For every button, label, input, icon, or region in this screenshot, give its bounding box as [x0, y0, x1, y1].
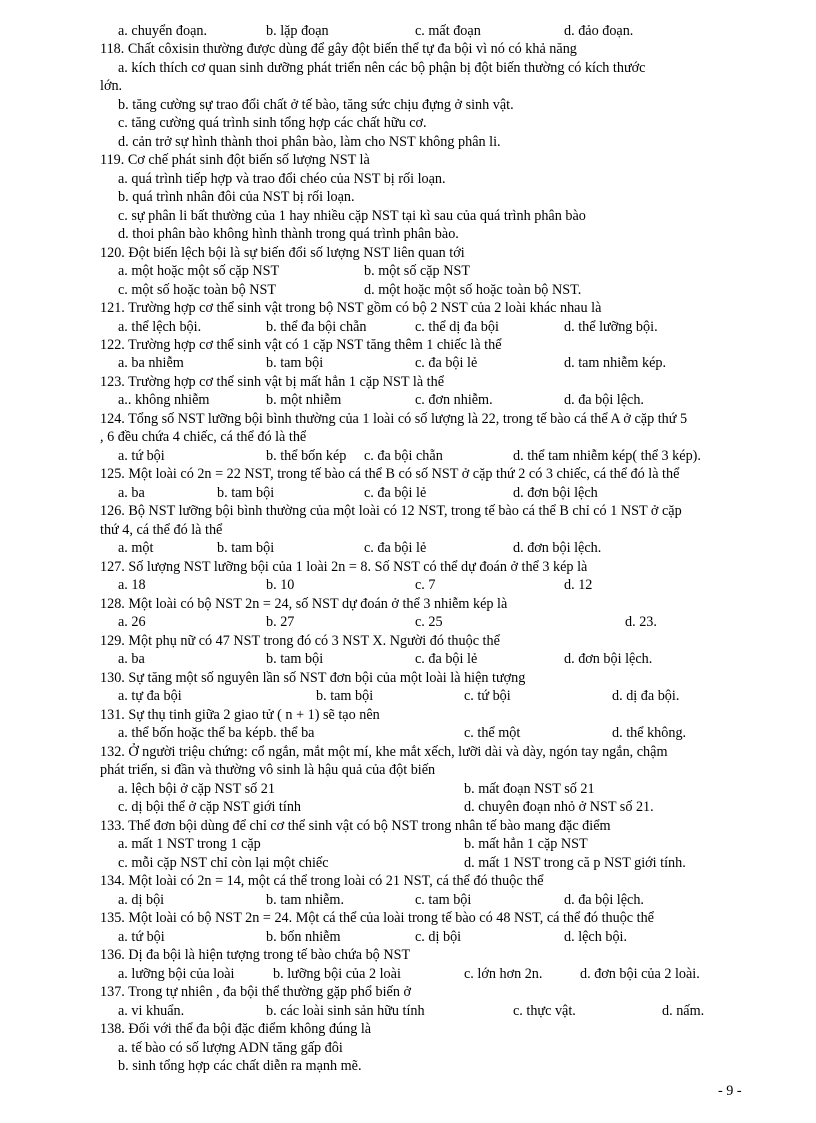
line-text: a. tế bào có số lượng ADN tăng gấp đôi [118, 1040, 343, 1056]
line-text: 122. Trường hợp cơ thể sinh vật có 1 cặp NST tăng thêm 1 chiếc là thể [100, 337, 502, 353]
answer-option: d. 12 [564, 577, 593, 593]
line-text: b. sinh tổng hợp các chất diễn ra mạnh mẽ. [118, 1058, 362, 1074]
line-text: lớn. [100, 78, 123, 94]
answer-option: b. tam nhiễm. [266, 892, 345, 908]
answer-option: d. dị đa bội. [612, 688, 680, 704]
answer-option: b. tam bội [217, 540, 275, 556]
answer-option: a. mất 1 NST trong 1 cặp [118, 836, 261, 852]
line-text: 137. Trong tự nhiên , đa bội thể thường gặp phổ biến ở [100, 984, 411, 1000]
answer-option: b. một số cặp NST [364, 263, 471, 279]
answer-option: b. tam bội [266, 651, 324, 667]
answer-option: c. mỗi cặp NST chỉ còn lại một chiếc [118, 855, 329, 871]
line-text: 136. Dị đa bội là hiện tượng trong tế bào chứa bộ NST [100, 947, 411, 963]
answer-option: b. tam bội [316, 688, 374, 704]
line-text: phát triển, si đần và thường vô sinh là hậu quả của đột biến [100, 762, 436, 778]
line-text: 128. Một loài có bộ NST 2n = 24, số NST dự đoán ở thể 3 nhiễm kép là [100, 596, 508, 612]
answer-option: d. đơn bội lệch. [513, 540, 602, 556]
answer-option: d. nấm. [662, 1003, 705, 1019]
line-text: 134. Một loài có 2n = 14, một cá thể trong loài có 21 NST, cá thể đó thuộc thể [100, 873, 544, 889]
answer-option: d. đa bội lệch. [564, 892, 644, 908]
answer-option: d. mất 1 NST trong că p NST giới tính. [464, 855, 686, 871]
answer-option: c. đa bội lẻ [364, 485, 427, 501]
answer-option: d. đơn bội của 2 loài. [580, 966, 700, 982]
answer-option: c. đơn nhiễm. [415, 392, 493, 408]
answer-option: d. 23. [625, 614, 657, 630]
line-text: thứ 4, cá thể đó là thể [100, 522, 223, 538]
line-text: d. cản trở sự hình thành thoi phân bào, làm cho NST không phân li. [118, 134, 501, 150]
answer-option: c. mất đoạn [415, 23, 481, 39]
answer-option: a. thể lệch bội. [118, 319, 202, 335]
line-text: 120. Đột biến lệch bội là sự biến đổi số lượng NST liên quan tới [100, 245, 465, 261]
line-text: 132. Ở người triệu chứng: cổ ngắn, mắt một mí, khe mắt xếch, lưỡi dài và dày, ngón tay ngắn, chậm [100, 744, 668, 760]
answer-option: b. mất đoạn NST số 21 [464, 781, 595, 797]
answer-option: c. thực vật. [513, 1003, 576, 1019]
line-text: 129. Một phụ nữ có 47 NST trong đó có 3 NST X. Người đó thuộc thể [100, 633, 500, 649]
answer-option: a. lệch bội ở cặp NST số 21 [118, 781, 275, 797]
answer-option: d. thể không. [612, 725, 687, 741]
line-text: 127. Số lượng NST lưỡng bội của 1 loài 2n = 8. Số NST có thể dự đoán ở thể 3 kép là [100, 559, 588, 575]
line-text: a. kích thích cơ quan sinh dưỡng phát triển nên các bộ phận bị đột biến thường có kích thước [118, 60, 646, 76]
answer-option: c. thể một [464, 725, 521, 741]
line-text: 130. Sự tăng một số nguyên lần số NST đơn bội của một loài là hiện tượng [100, 670, 526, 686]
answer-option: c. 25 [415, 614, 443, 630]
answer-option: b. tam bội [217, 485, 275, 501]
answer-option: d. chuyên đoạn nhỏ ở NST số 21. [464, 799, 654, 815]
answer-option: d. đa bội lệch. [564, 392, 644, 408]
line-text: b. tăng cường sự trao đổi chất ở tế bào, tăng sức chịu đựng ở sinh vật. [118, 97, 514, 113]
answer-option: c. dị bội [415, 929, 462, 945]
answer-option: b. thể đa bội chẵn [266, 319, 367, 335]
answer-option: d. đơn bội lệch. [564, 651, 653, 667]
page-number: - 9 - [718, 1083, 742, 1099]
answer-option: a. ba [118, 485, 145, 501]
answer-option: a. tứ bội [118, 448, 165, 464]
answer-option: b. 10 [266, 577, 295, 593]
answer-option: c. 7 [415, 577, 436, 593]
line-text: c. sự phân li bất thường của 1 hay nhiều cặp NST tại kì sau của quá trình phân bào [118, 208, 586, 224]
line-text: 135. Một loài có bộ NST 2n = 24. Một cá thể của loài trong tế bào có 48 NST, cá thể đó thuộc thể [100, 910, 654, 926]
answer-option: d. tam nhiễm kép. [564, 355, 667, 371]
answer-option: b. thể ba [266, 725, 315, 741]
answer-option: c. tam bội [415, 892, 472, 908]
answer-option: b. một nhiễm [266, 392, 342, 408]
answer-option: d. thể lưỡng bội. [564, 319, 658, 335]
answer-option: a. một [118, 540, 154, 556]
line-text: 126. Bộ NST lưỡng bội bình thường của một loài có 12 NST, trong tế bào cá thể B chỉ có 1 NST ở cặp [100, 503, 682, 519]
answer-option: d. lệch bội. [564, 929, 628, 945]
answer-option: a. ba nhiễm [118, 355, 184, 371]
line-text: 118. Chất côxisin thường được dùng để gây đột biến thể tự đa bội vì nó có khả năng [100, 41, 577, 57]
line-text: a. quá trình tiếp hợp và trao đổi chéo của NST bị rối loạn. [118, 171, 446, 187]
answer-option: a. thể bốn hoặc thể ba kép [118, 725, 266, 741]
line-text: b. quá trình nhân đôi của NST bị rối loạn. [118, 189, 355, 205]
line-text: 121. Trường hợp cơ thể sinh vật trong bộ NST gồm có bộ 2 NST của 2 loài khác nhau là [100, 300, 602, 316]
answer-option: a. ba [118, 651, 145, 667]
line-text: 125. Một loài có 2n = 22 NST, trong tế bào cá thể B có số NST ở cặp thứ 2 có 3 chiếc, cá thể đó là thể [100, 466, 680, 482]
answer-option: c. dị bội thể ở cặp NST giới tính [118, 799, 302, 815]
answer-option: a. tự đa bội [118, 688, 182, 704]
answer-option: d. đảo đoạn. [564, 23, 634, 39]
line-text: d. thoi phân bào không hình thành trong quá trình phân bào. [118, 226, 459, 242]
line-text: 124. Tổng số NST lưỡng bội bình thường của 1 loài có số lượng là 22, trong tế bào cá thể A ở cặp thứ 5 [100, 411, 688, 427]
answer-option: a.. không nhiễm [118, 392, 210, 408]
answer-option: b. lặp đoạn [266, 23, 329, 39]
answer-option: a. lưỡng bội của loài [118, 966, 235, 982]
answer-option: b. lưỡng bội của 2 loài [273, 966, 401, 982]
answer-option: b. 27 [266, 614, 295, 630]
answer-option: c. đa bội chẵn [364, 448, 443, 464]
answer-option: b. mất hẳn 1 cặp NST [464, 836, 588, 852]
answer-option: a. chuyển đoạn. [118, 23, 208, 39]
answer-option: d. thể tam nhiễm kép( thể 3 kép). [513, 448, 701, 464]
answer-option: d. một hoặc một số hoặc toàn bộ NST. [364, 282, 582, 298]
answer-option: c. lớn hơn 2n. [464, 966, 543, 982]
answer-option: c. thể dị đa bội [415, 319, 499, 335]
answer-option: b. các loài sinh sản hữu tính [266, 1003, 425, 1019]
line-text: 119. Cơ chế phát sinh đột biến số lượng NST là [100, 152, 370, 168]
answer-option: a. một hoặc một số cặp NST [118, 263, 280, 279]
answer-option: b. tam bội [266, 355, 324, 371]
line-text: 123. Trường hợp cơ thể sinh vật bị mất hẳn 1 cặp NST là thể [100, 374, 444, 390]
answer-option: a. 18 [118, 577, 146, 593]
answer-option: b. thể bốn kép [266, 448, 347, 464]
answer-option: a. dị bội [118, 892, 165, 908]
answer-option: a. vi khuẩn. [118, 1003, 185, 1019]
answer-option: b. bốn nhiễm [266, 929, 341, 945]
answer-option: c. đa bội lẻ [415, 355, 478, 371]
line-text: 131. Sự thụ tinh giữa 2 giao tử ( n + 1) sẽ tạo nên [100, 707, 380, 723]
line-text: , 6 đều chứa 4 chiếc, cá thể đó là thể [100, 429, 307, 445]
line-text: 138. Đối với thể đa bội đặc điểm không đúng là [100, 1021, 372, 1037]
answer-option: c. tứ bội [464, 688, 511, 704]
answer-option: a. tứ bội [118, 929, 165, 945]
answer-option: d. đơn bội lệch [513, 485, 598, 501]
line-text: c. tăng cường quá trình sinh tổng hợp các chất hữu cơ. [118, 115, 427, 131]
line-text: 133. Thể đơn bội dùng để chỉ cơ thể sinh vật có bộ NST trong nhân tế bào mang đặc điểm [100, 818, 611, 834]
answer-option: c. một số hoặc toàn bộ NST [118, 282, 277, 298]
answer-option: a. 26 [118, 614, 146, 630]
answer-option: c. đa bội lẻ [364, 540, 427, 556]
answer-option: c. đa bội lẻ [415, 651, 478, 667]
